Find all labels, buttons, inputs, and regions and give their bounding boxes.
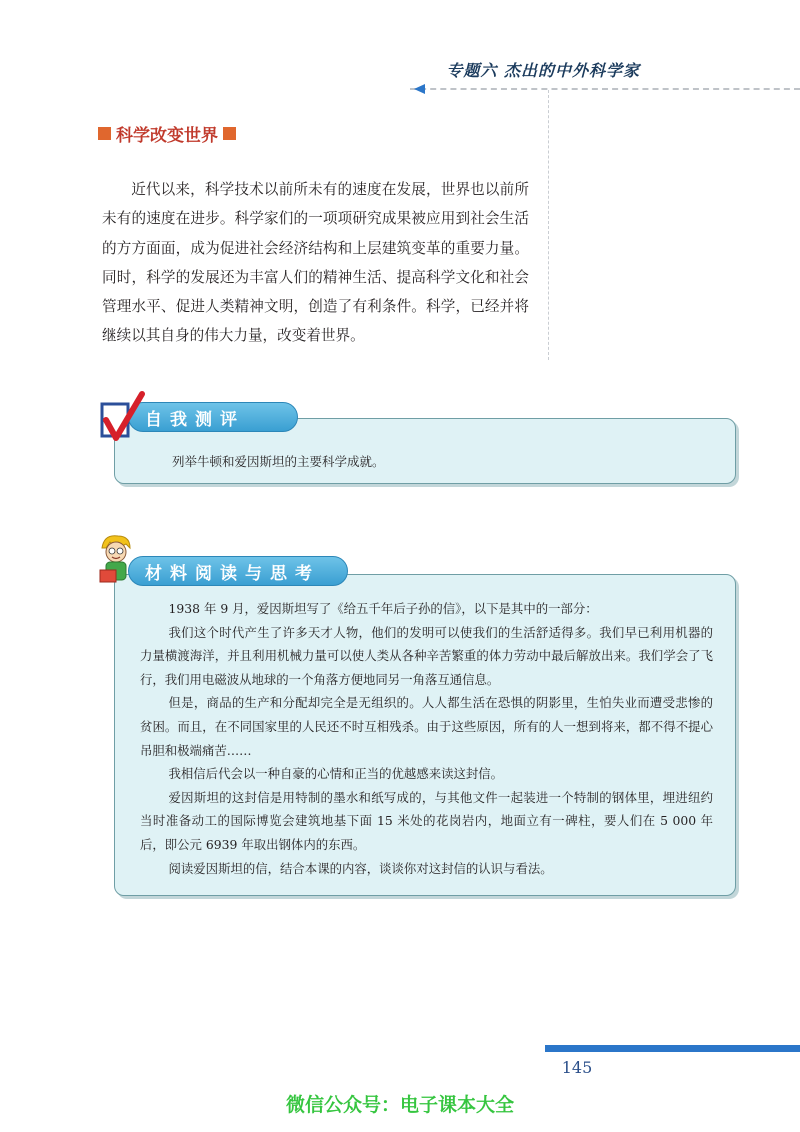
reading-title: 材料阅读与思考: [145, 563, 320, 584]
intro-paragraph: 近代以来，科学技术以前所未有的速度在发展，世界也以前所未有的速度在进步。科学家们的一项项研究成果被应用到社会生活的方方面面，成为促进社会经济结构和上层建筑变革的重要力量。同时，科学的发展还为丰富人们的精神生活、提高科学文化和社会管理水平、促进人类精神文明，创造了有利条件。科学，已经并将继续以其自身的伟大力量，改变着世界。: [102, 181, 529, 345]
reading-paragraph: 1938 年 9 月，爱因斯坦写了《给五千年后子孙的信》，以下是其中的一部分：: [168, 601, 598, 616]
reading-tab: [128, 556, 348, 586]
chapter-header-title: 专题六 杰出的中外科学家: [446, 61, 640, 80]
reading-body: [140, 597, 713, 880]
section-heading: [98, 120, 236, 146]
section-heading-text: 科学改变世界: [116, 125, 218, 146]
reading-paragraph: 我们这个时代产生了许多天才人物，他们的发明可以使我们的生活舒适得多。我们早已利用机器的力量横渡海洋，并且利用机械力量可以使人类从各种辛苦繁重的体力劳动中最后解放出来。我们学会了飞行，我们用电磁波从地球的一个角落方便地同另一角落互通信息。: [140, 624, 713, 687]
self-test-tab: [128, 402, 298, 432]
square-bullet-icon: [98, 127, 111, 140]
reading-paragraph: 爱因斯坦的这封信是用特制的墨水和纸写成的，与其他文件一起装进一个特制的钢体里，埋进纽约当时准备动工的国际博览会建筑地基下面 15 米处的花岗岩内，地面立有一碑柱，要人们在 5 000 年后，即公元 6939 年取出钢体内的东西。: [140, 789, 713, 852]
reader-mascot-icon: [96, 532, 136, 588]
page-number: 145: [561, 1058, 593, 1077]
reading-paragraph: 但是，商品的生产和分配却完全是无组织的。人人都生活在恐惧的阴影里，生怕失业而遭受悲惨的贫困。而且，在不同国家里的人民还不时互相残杀。由于这些原因，所有的人一想到将来，都不得不提心吊胆和极端痛苦……: [140, 695, 713, 758]
header-dashed-rule: [410, 88, 800, 90]
footer-bar: [545, 1045, 800, 1052]
reading-paragraph: 我相信后代会以一种自豪的心情和正当的优越感来读这封信。: [168, 766, 504, 782]
arrow-left-icon: [414, 84, 425, 94]
square-bullet-icon: [223, 127, 236, 140]
reading-paragraph: 阅读爱因斯坦的信，结合本课的内容，谈谈你对这封信的认识与看法。: [168, 860, 553, 876]
checkmark-icon: [96, 390, 146, 446]
self-test-title: 自我测评: [145, 409, 245, 430]
margin-dashed-rule: [548, 90, 549, 360]
watermark-text: 微信公众号：电子课本大全: [285, 1094, 514, 1116]
self-test-question: 列举牛顿和爱因斯坦的主要科学成就。: [172, 454, 385, 469]
